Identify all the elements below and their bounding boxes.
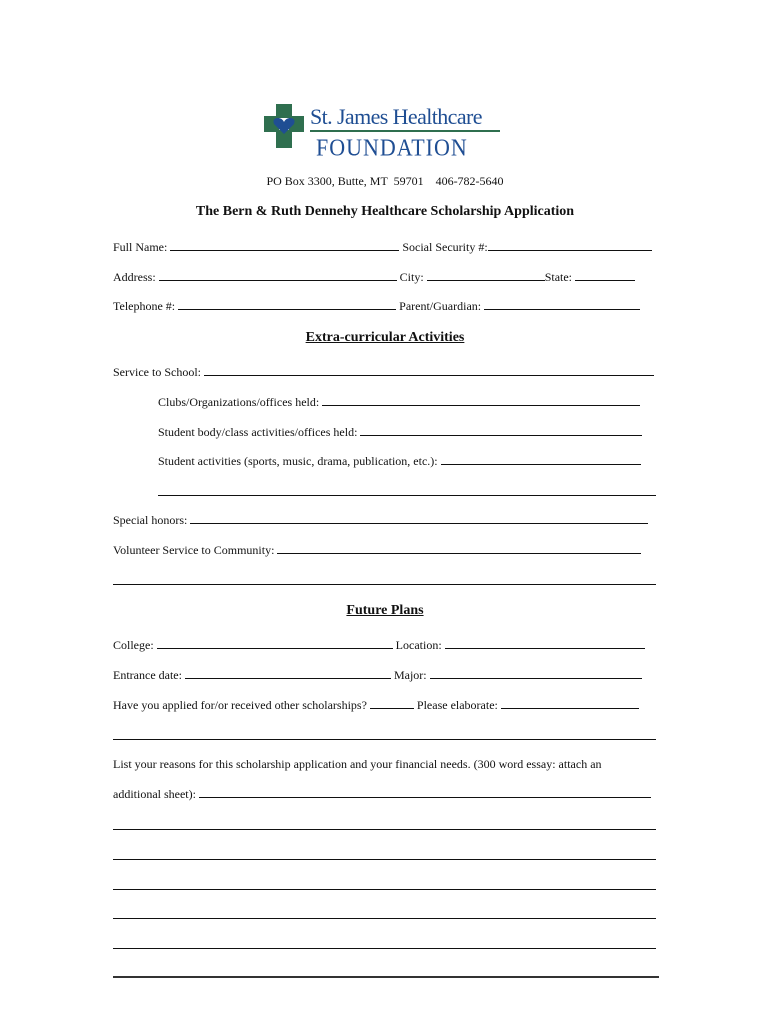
major-label: Major: bbox=[393, 668, 427, 682]
entrance-date-label: Entrance date: bbox=[113, 668, 182, 682]
essay-field-first[interactable] bbox=[199, 786, 651, 798]
essay-prompt-line2-row bbox=[113, 786, 651, 801]
telephone-row bbox=[113, 298, 640, 313]
parent-label: Parent/Guardian: bbox=[399, 299, 482, 313]
logo-divider bbox=[310, 130, 500, 132]
special-honors-label: Special honors: bbox=[113, 513, 188, 527]
page-title: The Bern & Ruth Dennehy Healthcare Scholarship Application bbox=[195, 204, 575, 219]
service-school-row bbox=[113, 364, 654, 379]
major-field[interactable] bbox=[430, 667, 642, 679]
entrance-date-field[interactable] bbox=[185, 667, 391, 679]
service-school-label: Service to School: bbox=[113, 365, 201, 379]
address-row bbox=[113, 269, 635, 284]
essay-line[interactable] bbox=[113, 918, 656, 919]
essay-prompt-line1: List your reasons for this scholarship application and your financial needs. (300 word essay: attach an bbox=[113, 757, 602, 771]
student-body-row bbox=[158, 424, 642, 439]
full-name-label: Full Name: bbox=[113, 240, 168, 254]
scholarships-row bbox=[113, 697, 639, 712]
elaborate-label: Please elaborate: bbox=[416, 698, 498, 712]
parent-field[interactable] bbox=[484, 298, 640, 310]
volunteer-label: Volunteer Service to Community: bbox=[113, 543, 275, 557]
scholarships-question: Have you applied for/or received other scholarships? bbox=[113, 698, 367, 712]
special-honors-row bbox=[113, 512, 648, 527]
entrance-row bbox=[113, 667, 642, 682]
essay-line[interactable] bbox=[113, 859, 656, 860]
student-body-label: Student body/class activities/offices held: bbox=[158, 425, 358, 439]
essay-line[interactable] bbox=[113, 889, 656, 890]
state-label: State: bbox=[544, 270, 573, 284]
location-label: Location: bbox=[395, 638, 442, 652]
clubs-label: Clubs/Organizations/offices held: bbox=[158, 395, 320, 409]
college-label: College: bbox=[113, 638, 154, 652]
address-field[interactable] bbox=[159, 269, 397, 281]
city-label: City: bbox=[399, 270, 424, 284]
special-honors-field[interactable] bbox=[190, 512, 648, 524]
logo-text-bottom: FOUNDATION bbox=[316, 133, 468, 161]
student-activities-extra-line[interactable] bbox=[158, 495, 656, 496]
college-row bbox=[113, 637, 645, 652]
telephone-label: Telephone #: bbox=[113, 299, 176, 313]
full-name-field[interactable] bbox=[170, 239, 399, 251]
footer-rule bbox=[113, 976, 659, 978]
telephone-field[interactable] bbox=[178, 298, 396, 310]
essay-line[interactable] bbox=[113, 948, 656, 949]
clubs-field[interactable] bbox=[322, 394, 640, 406]
activities-section-title: Extra-curricular Activities bbox=[305, 330, 465, 345]
foundation-logo bbox=[262, 100, 522, 162]
scholarships-extra-line[interactable] bbox=[113, 739, 656, 740]
ssn-field[interactable] bbox=[488, 239, 652, 251]
scholarships-answer-field[interactable] bbox=[370, 697, 414, 709]
foundation-address: PO Box 3300, Butte, MT 59701 406-782-5640 bbox=[266, 174, 504, 188]
full-name-row bbox=[113, 239, 652, 254]
future-section-title: Future Plans bbox=[346, 603, 424, 618]
location-field[interactable] bbox=[445, 637, 645, 649]
student-activities-row bbox=[158, 453, 641, 468]
college-field[interactable] bbox=[157, 637, 393, 649]
logo-text-top: St. James Healthcare bbox=[310, 104, 482, 129]
cross-heart-logo-icon bbox=[262, 100, 306, 152]
student-activities-label: Student activities (sports, music, drama, publication, etc.): bbox=[158, 454, 438, 468]
state-field[interactable] bbox=[575, 269, 635, 281]
volunteer-field[interactable] bbox=[277, 542, 641, 554]
address-label: Address: bbox=[113, 270, 156, 284]
service-school-field[interactable] bbox=[204, 364, 654, 376]
volunteer-row bbox=[113, 542, 641, 557]
essay-prompt-line2: additional sheet): bbox=[113, 787, 196, 801]
essay-line[interactable] bbox=[113, 829, 656, 830]
clubs-row bbox=[158, 394, 640, 409]
student-body-field[interactable] bbox=[360, 424, 642, 436]
ssn-label: Social Security #: bbox=[402, 240, 488, 254]
volunteer-extra-line[interactable] bbox=[113, 584, 656, 585]
elaborate-field[interactable] bbox=[501, 697, 639, 709]
student-activities-field[interactable] bbox=[441, 453, 641, 465]
city-field[interactable] bbox=[427, 269, 545, 281]
